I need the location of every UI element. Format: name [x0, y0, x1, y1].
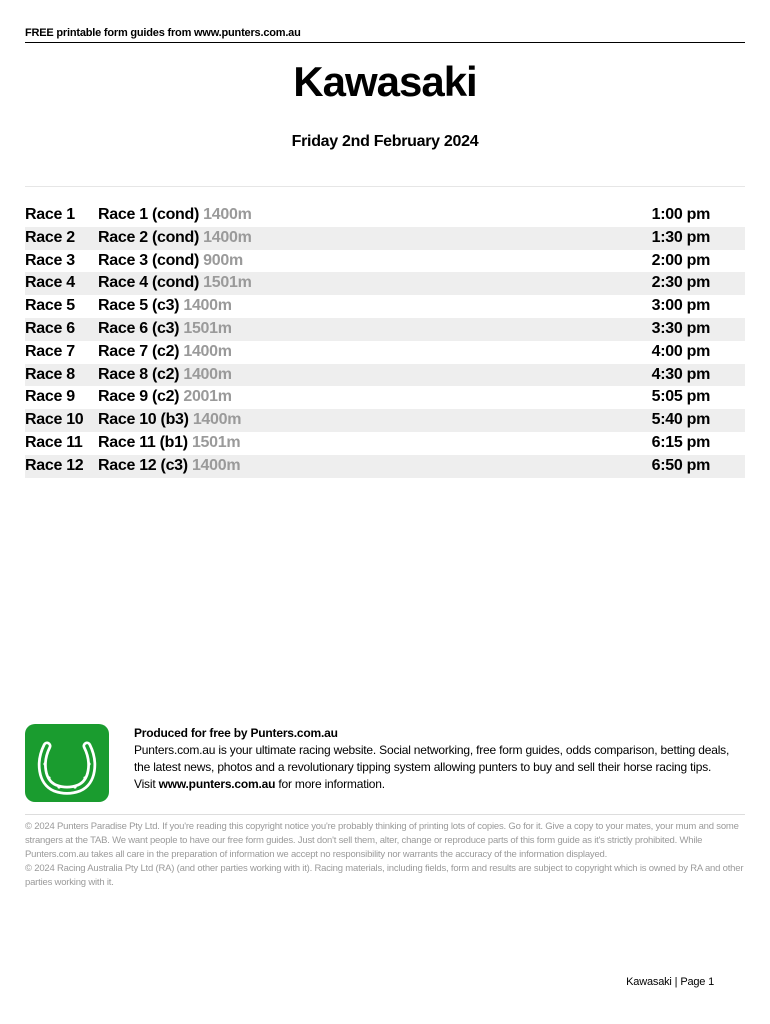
race-row — [25, 386, 745, 409]
race-time: 4:30 pm — [651, 365, 710, 383]
visit-suffix: for more information. — [275, 777, 385, 791]
race-time: 4:00 pm — [651, 342, 710, 360]
race-number: Race 4 — [25, 274, 75, 292]
race-time: 3:30 pm — [651, 319, 710, 337]
race-row — [25, 409, 745, 432]
race-name — [98, 341, 232, 364]
punters-logo — [25, 724, 109, 802]
race-time: 2:30 pm — [651, 274, 710, 292]
race-time: 5:40 pm — [651, 411, 710, 429]
race-row — [25, 204, 745, 227]
race-name — [98, 432, 240, 455]
visit-line — [134, 777, 385, 791]
producer-text — [134, 725, 745, 793]
race-name — [98, 295, 232, 318]
race-name — [98, 409, 241, 432]
race-title: Race 11 (b1) — [98, 433, 188, 451]
race-row — [25, 227, 745, 250]
race-number: Race 3 — [25, 251, 75, 269]
race-title: Race 5 (c3) — [98, 297, 180, 315]
race-row — [25, 250, 745, 273]
race-name — [98, 386, 232, 409]
race-number: Race 12 — [25, 456, 84, 474]
race-distance: 1501m — [183, 319, 232, 337]
race-distance: 1400m — [183, 297, 232, 315]
copyright-notice — [25, 820, 745, 890]
race-distance: 2001m — [183, 388, 232, 406]
race-time: 3:00 pm — [651, 297, 710, 315]
race-title: Race 6 (c3) — [98, 319, 180, 337]
race-name — [98, 227, 252, 250]
race-distance: 1501m — [191, 433, 241, 451]
race-number: Race 7 — [25, 342, 75, 360]
race-distance: 1400m — [191, 456, 241, 474]
race-number: Race 1 — [25, 206, 75, 223]
race-title: Race 10 (b3) — [98, 411, 189, 429]
race-row — [25, 364, 745, 387]
divider — [25, 814, 745, 815]
race-time: 1:30 pm — [651, 228, 710, 246]
producer-description: Punters.com.au is your ultimate racing website. Social networking, free form guides, odds comparison, betting deals, the latest news, photos and a revolutionary tipping system allowing punters to buy and sell their horse racing tips. — [134, 743, 730, 774]
race-distance: 1400m — [203, 228, 252, 246]
race-row — [25, 455, 745, 478]
race-distance: 1400m — [203, 206, 252, 223]
race-title: Race 8 (c2) — [98, 365, 180, 383]
footer-separator: | — [674, 976, 678, 988]
race-distance: 900m — [203, 251, 243, 269]
race-time: 5:05 pm — [651, 388, 710, 406]
race-number: Race 11 — [25, 433, 83, 451]
race-row — [25, 318, 745, 341]
race-number: Race 5 — [25, 297, 75, 315]
producer-title: Produced for free by Punters.com.au — [134, 726, 338, 740]
race-list — [25, 204, 745, 478]
race-time: 6:50 pm — [651, 456, 710, 474]
race-number: Race 9 — [25, 388, 75, 406]
race-name — [98, 455, 240, 478]
race-time: 2:00 pm — [651, 251, 710, 269]
copyright-racing-australia: © 2024 Racing Australia Pty Ltd (RA) (and other parties working with it). Racing materials, including fields, form and results are subject to copyright which is owned by RA and other parties working with it. — [25, 863, 744, 888]
page-title: Kawasaki — [293, 58, 477, 105]
race-title: Race 7 (c2) — [98, 342, 180, 360]
divider — [25, 186, 745, 187]
race-number: Race 10 — [25, 411, 84, 429]
visit-prefix: Visit — [134, 777, 159, 791]
race-distance: 1400m — [183, 365, 232, 383]
race-title: Race 2 (cond) — [98, 228, 200, 246]
race-name — [98, 364, 232, 387]
race-distance: 1400m — [192, 411, 242, 429]
race-name — [98, 272, 252, 295]
footer-venue: Kawasaki — [626, 976, 672, 988]
page-number: Page 1 — [680, 976, 714, 988]
race-name — [98, 204, 252, 227]
race-title: Race 9 (c2) — [98, 388, 180, 406]
horseshoe-icon — [25, 724, 109, 802]
race-title: Race 1 (cond) — [98, 206, 200, 223]
copyright-punters: © 2024 Punters Paradise Pty Ltd. If you're reading this copyright notice you're probably thinking of printing lots of copies. Go for it. Give a copy to your mates, your mum and some strangers at the TAB. We want people to have our free form guides. Just don't sell them, alter, change or reproduce parts of this form guide as it's strictly prohibited. While Punters.com.au takes all care in the preparation of information we accept no responsibility nor warrants the accuracy of the information displayed. — [25, 821, 739, 860]
page-footer — [626, 976, 714, 988]
website-link[interactable]: www.punters.com.au — [158, 777, 276, 791]
race-row — [25, 432, 745, 455]
race-name — [98, 250, 243, 273]
race-time: 6:15 pm — [651, 433, 710, 451]
race-title: Race 3 (cond) — [98, 251, 200, 269]
race-distance: 1400m — [183, 342, 232, 360]
race-row — [25, 272, 745, 295]
race-number: Race 6 — [25, 319, 75, 337]
race-distance: 1501m — [203, 274, 252, 292]
race-number: Race 2 — [25, 228, 75, 246]
race-row — [25, 295, 745, 318]
race-row — [25, 341, 745, 364]
race-number: Race 8 — [25, 365, 75, 383]
race-title: Race 4 (cond) — [98, 274, 200, 292]
race-time: 1:00 pm — [651, 206, 710, 223]
meeting-date: Friday 2nd February 2024 — [291, 133, 479, 150]
race-title: Race 12 (c3) — [98, 456, 188, 474]
header-banner: FREE printable form guides from www.punters.com.au — [25, 27, 745, 43]
race-name — [98, 318, 232, 341]
